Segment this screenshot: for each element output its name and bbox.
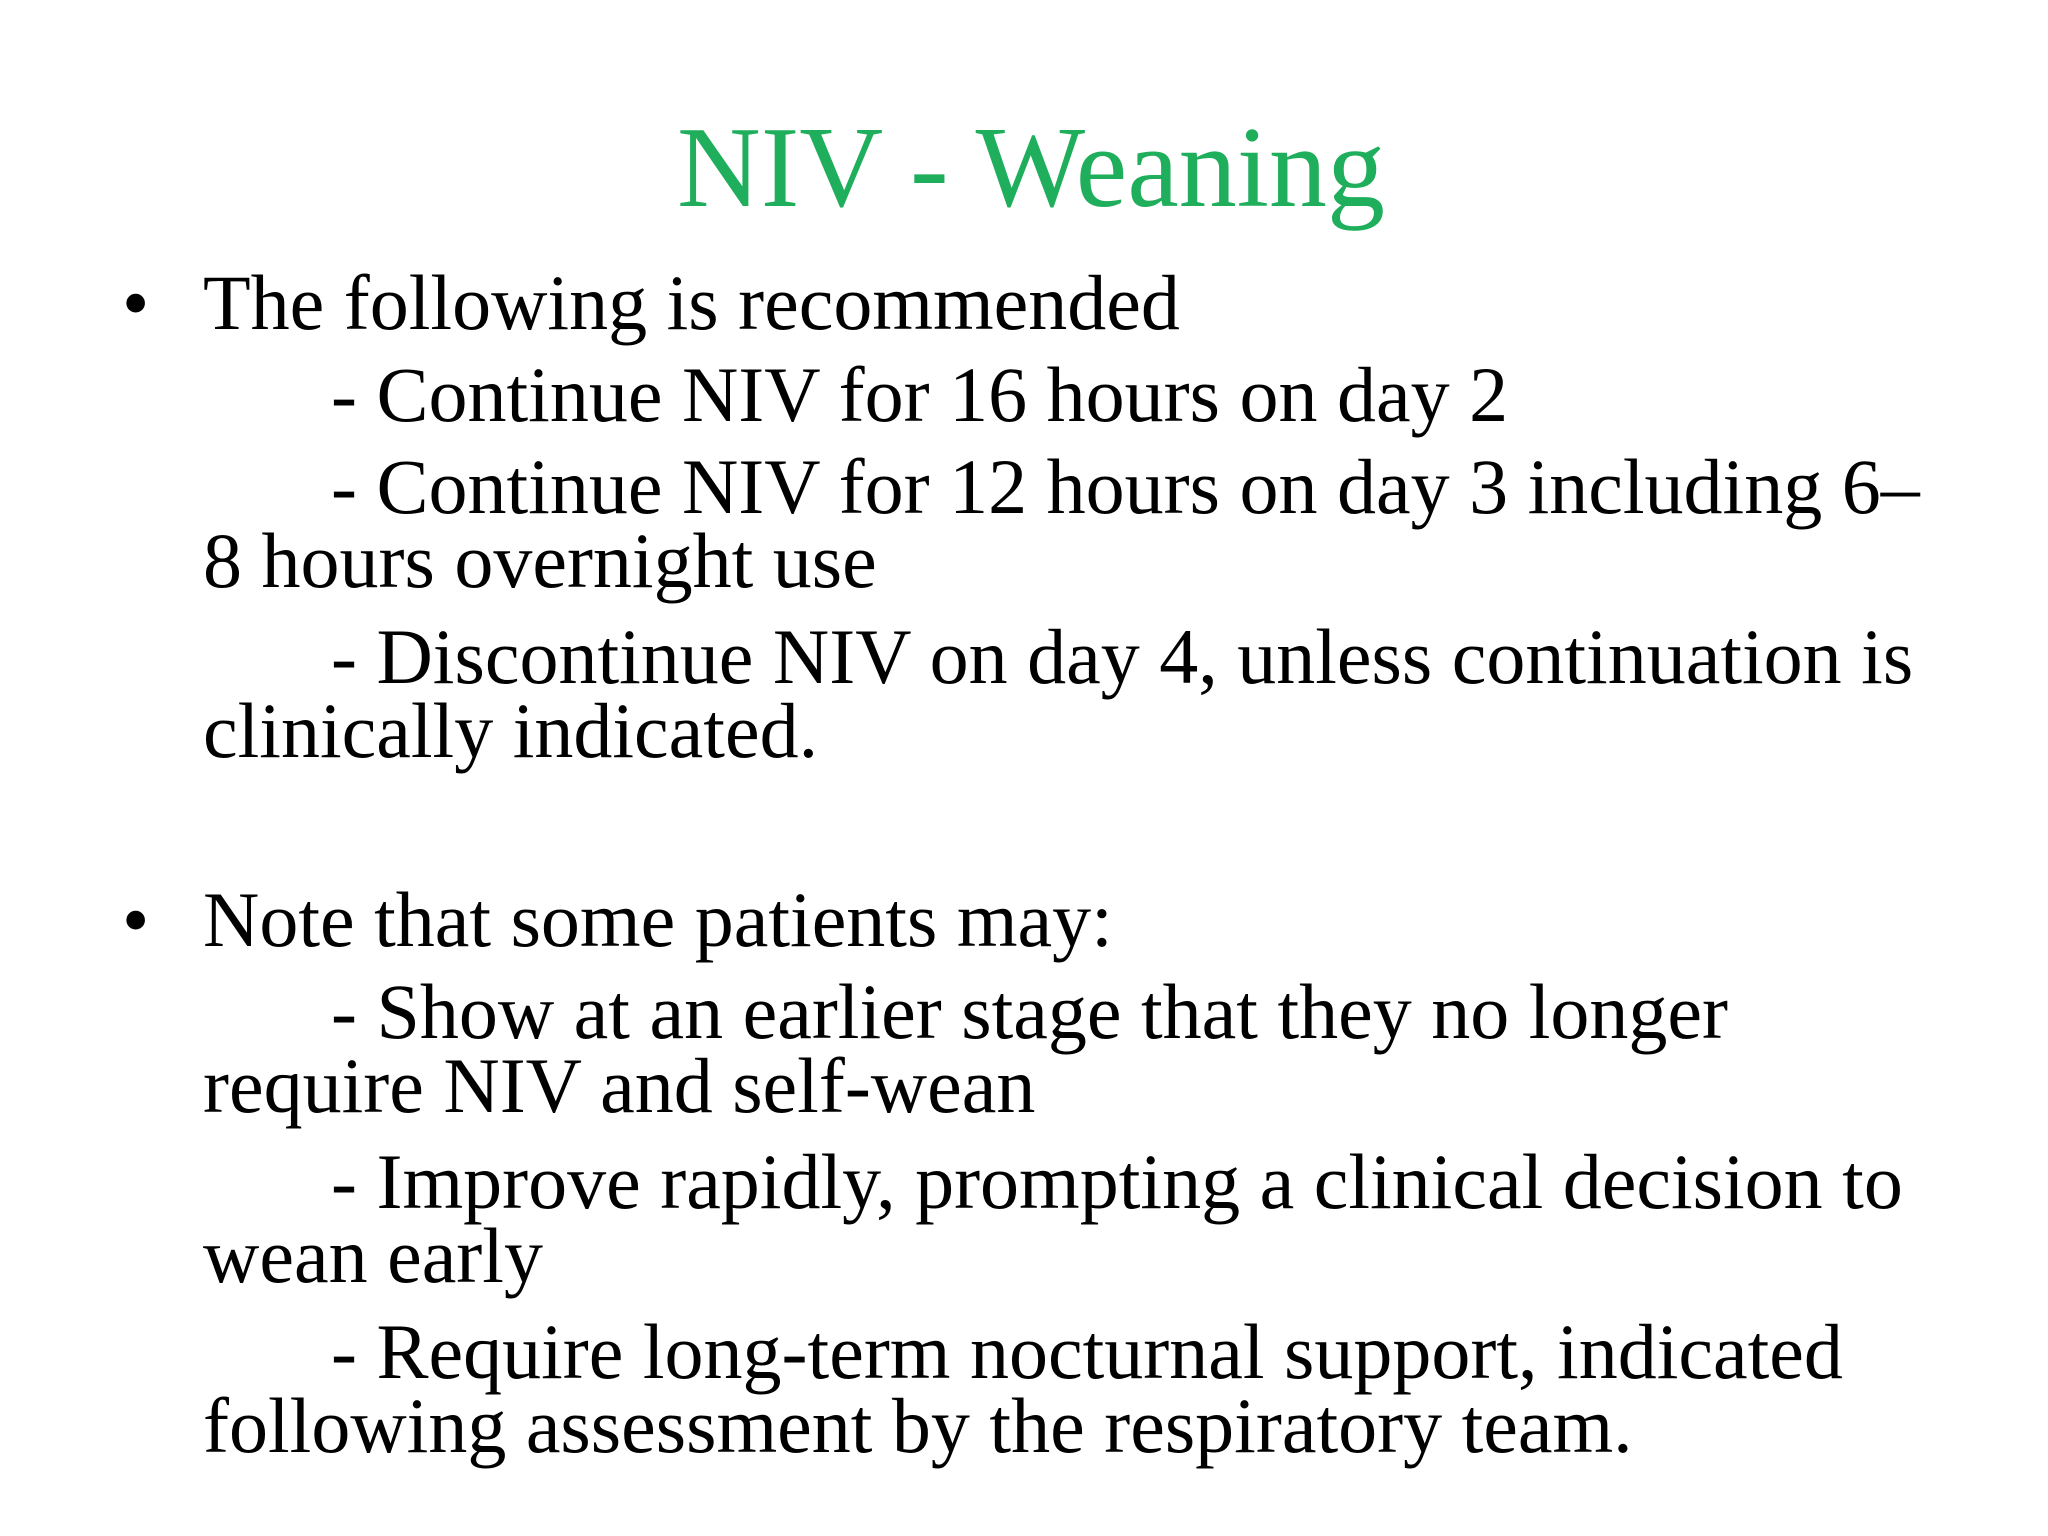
sub-item-line: - Discontinue NIV on day 4, unless continuation is [331,613,1914,700]
sub-item [203,1138,1963,1299]
bullet-item [0,258,2048,348]
sub-item [203,968,1963,1129]
sub-item-continuation: wean early [203,1212,543,1299]
sub-item-line: - Improve rapidly, prompting a clinical decision to [331,1138,1903,1225]
slide-title: NIV - Weaning [676,104,1385,232]
sub-item-line: - Require long-term nocturnal support, indicated [331,1308,1843,1395]
sub-item [203,443,1963,604]
sub-item-continuation: 8 hours overnight use [203,517,877,604]
sub-item-line: - Continue NIV for 16 hours on day 2 [331,351,1509,438]
sub-item [203,351,1963,438]
bullet-dot-icon: • [122,876,150,963]
bullet-item [0,875,2048,965]
sub-item-continuation: require NIV and self-wean [203,1042,1036,1129]
bullet-text: Note that some patients may: [203,876,1113,963]
sub-item-line: - Show at an earlier stage that they no longer [331,968,1729,1055]
sub-item [203,613,1963,774]
bullet-text: The following is recommended [203,259,1180,346]
bullet-dot-icon: • [122,259,150,346]
sub-item [203,1308,1963,1469]
sub-item-continuation: following assessment by the respiratory team. [203,1382,1633,1469]
sub-item-continuation: clinically indicated. [203,687,819,774]
sub-item-line: - Continue NIV for 12 hours on day 3 including 6– [331,443,1920,530]
